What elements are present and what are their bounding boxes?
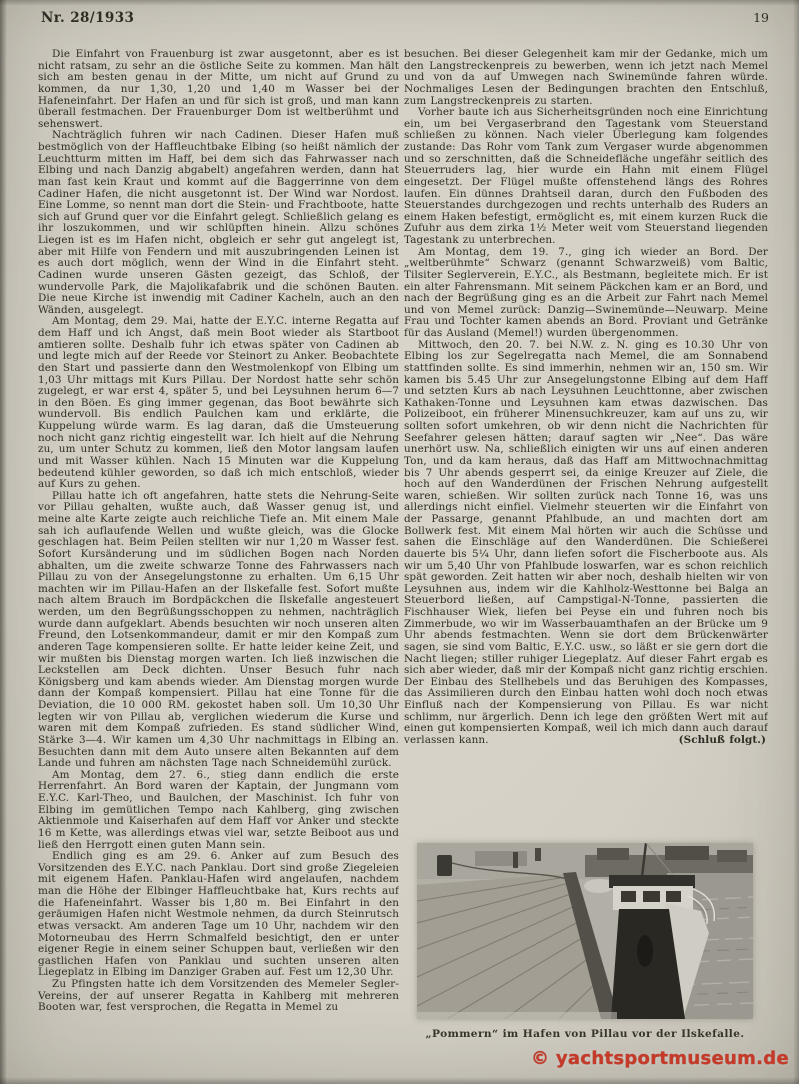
- bollard: [437, 855, 452, 876]
- paragraph: Nachträglich fuhren wir nach Cadinen. Dieser Hafen muß bestmöglich von der Haffleuchtbake Elbing (so heißt nämlich der Leuchtturm mitten im Haff, bei dem sich das Fahrwasser nach Elbing und nach Danzig abgabelt) angefahren werden, dann hat man fast kein Kraut und kommt auf die Baggerrinne von dem Cadiner Hafen, die nicht ausgetonnt ist. Der Wind war Nordost. Eine Lomme, so nennt man dort die Stein- und Frachtboote, hatte sich auf Grund quer vor die Einfahrt gelegt. Schließlich gelang es ihr loszukommen, und wir schlüpften hinein. Allzu schönes Liegen ist es im Hafen nicht, obgleich er sehr gut angelegt ist, aber mit Hilfe von Fendern und mit auszubringenden Leinen ist es auch dort möglich, wenn der Wind in die Einfahrt steht. Cadinen wurde unseren Gästen gezeigt, das Schloß, der wundervolle Park, die Majolikafabrik und die schönen Bauten. Die neue Kirche ist inwendig mit Cadiner Kacheln, auch an den Wänden, ausgelegt.: [38, 129, 399, 316]
- paragraph: Am Montag, dem 27. 6., stieg dann endlich die erste Herrenfahrt. An Bord waren der Kaptain, der Jungmann vom E.Y.C. Karl-Theo, und Baulchen, der Maschinist. Ich fuhr von Elbing im gemütlichen Tempo nach Kahlberg, ging zwischen Aktienmole und Kaiserhafen auf dem Haff vor Anker und steckte 16 m Kette, was allerdings etwas viel war, setzte Beiboot aus und ließ den Herrgott einen guten Mann sein.: [38, 768, 399, 851]
- left-column: [38, 49, 399, 1057]
- photo-caption: „Pommern“ im Hafen von Pillau vor der Ilskefalle.: [425, 1028, 745, 1040]
- harbor-photo-illustration: [417, 843, 753, 1019]
- paragraph: Vorher baute ich aus Sicherheitsgründen noch eine Einrichtung ein, um bei Vergaserbrand den Tagestank vom Steuerstand schließen zu können. Nach vieler Überlegung kam folgendes zustande: Das Rohr vom Tank zum Vergaser wurde abgenommen und so zerschnitten, daß die Schneidefläche ungefähr seitlich des Steuerruders lag, hier wurde ein Hahn mit einem Flügel eingesetzt. Der Flügel mußte offenstehend längs des Rohres laufen. Ein dünnes Drahtseil daran, durch den Fußboden des Steuerstandes durchgezogen und rechts unterhalb des Ruders an einem Haken befestigt, ermöglicht es, mit einem kurzen Ruck die Zufuhr aus dem zirka 1½ Meter weit vom Steuerstand liegenden Tagestank zu unterbrechen.: [404, 106, 768, 246]
- continuation-note: (Schluß folgt.): [678, 733, 766, 746]
- paragraph: Zu Pfingsten hatte ich dem Vorsitzenden des Memeler Segler-Vereins, der auf unserer Regatta in Kahlberg mit mehreren Booten war, fest versprochen, die Regatta in Memel zu: [38, 978, 399, 1014]
- paragraph: Pillau hatte ich oft angefahren, hatte stets die Nehrung-Seite vor Pillau gehalten, wußte auch, daß Wasser genug ist, und meine alte Karte zeigte auch reichliche Tiefe an. Mit einem Male sah ich auflaufende Wellen und wußte gleich, was die Glocke geschlagen hat. Beim Peilen stellten wir nur 1,20 m Wasser fest. Sofort Kursänderung und im südlichen Bogen nach Norden abhalten, um die zweite schwarze Tonne des Fahrwassers nach Pillau zu von der Ansegelungstonne zu erhalten. Um 6,15 Uhr machten wir im Pillau-Hafen an der Ilskefalle fest. Sofort mußte nach altem Brauch im Bordpäckchen die Ilskefalle angesteuert werden, um den Begrüßungsschoppen zu nehmen, nachträglich wurde dann aufgeklart. Abends besuchten wir noch unseren alten Freund, den Lotsenkommandeur, damit er mir den Kompaß zum anderen Tage kompensieren sollte. Er hatte leider keine Zeit, und wir mußten bis Dienstag morgen warten. Ich ließ inzwischen die Leckstellen am Deck dichten. Unser Besuch fuhr nach Königsberg und kam abends wieder. Am Dienstag morgen wurde dann der Kompaß kompensiert. Pillau hat eine Tonne für die Deviation, die 10 000 RM. gekostet haben soll. Um 10,30 Uhr legten wir von Pillau ab, verglichen wiederum die Kurse und waren mit dem Kompaß zufrieden. Es stand südlicher Wind, Stärke 3—4. Wir kamen um 4,30 Uhr nachmittags in Elbing an. Besuchten dann mit dem Auto unsere alten Bekannten auf dem Lande und fuhren am nächsten Tage nach Schneidemühl zurück.: [38, 489, 399, 770]
- cabin-windows: [621, 891, 681, 902]
- paragraph: Endlich ging es am 29. 6. Anker auf zum Besuch des Vorsitzenden des E.Y.C. nach Panklau. Dort sind große Ziegeleien mit eigenem Hafen. Panklau-Hafen wird angelaufen, nachdem man die Höhe der Elbinger Haffleuchtbake hat, Kurs rechts auf die Hafeneinfahrt. Wasser bis 1,80 m. Bei Einfahrt in den geräumigen Hafen nicht Westmole nehmen, da durch Steinrutsch etwas versackt. Am anderen Tage um 10 Uhr, nachdem wir den Motorneubau des Herrn Schmalfeld besichtigt, den er unter eigener Regie in einem seiner Schuppen baut, verließen wir den gastlichen Hafen von Panklau und suchten unseren alten Liegeplatz in Elbing im Danziger Graben auf. Fest um 12,30 Uhr.: [38, 850, 399, 979]
- paragraph: Am Montag, dem 19. 7., ging ich wieder an Bord. Der „weltberühmte“ Schwarz (genannt Schwarzweiß) vom Baltic, Tilsiter Seglerverein, E.Y.C., als Bestmann, begleitete mich. Er ist ein alter Fahrensmann. Mit seinem Päckchen kam er an Bord, und nach der Begrüßung ging es an die Arbeit zur Fahrt nach Memel und von Memel zurück: Danzig—Swinemünde—Neuwarp. Meine Frau und Tochter kamen abends an Bord. Proviant und Getränke für das Ausland (Memel!) wurden übergenommen.: [404, 245, 768, 339]
- paragraph: besuchen. Bei dieser Gelegenheit kam mir der Gedanke, mich um den Langstreckenpreis zu bewerben, wenn ich jetzt nach Memel und von da auf Umwegen nach Swinemünde fahren würde. Nochmaliges Lesen der Bedingungen brachten den Entschluß, zum Langstreckenpreis zu starten.: [404, 49, 768, 107]
- watermark: © yachtsportmuseum.de: [531, 1048, 789, 1069]
- anchor-shadow: [637, 935, 653, 967]
- figure-on-pier: [535, 848, 541, 861]
- paragraph: Die Einfahrt von Frauenburg ist zwar ausgetonnt, aber es ist nicht ratsam, zu sehr an die östliche Seite zu kommen. Man hält sich am besten genau in der Mitte, um nicht auf Grund zu kommen, da nur 1,30, 1,20 und 1,40 m Wasser bei der Hafeneinfahrt. Der Hafen an und für sich ist groß, und man kann überall festmachen. Der Frauenburger Dom ist weltberühmt und sehenswert.: [38, 49, 399, 130]
- page-number: 19: [753, 10, 769, 25]
- figure-on-pier: [513, 852, 518, 868]
- page-header: [41, 10, 769, 26]
- harbor-photo: [417, 843, 753, 1019]
- issue-number: Nr. 28/1933: [41, 10, 135, 26]
- paragraph: Am Montag, dem 29. Mai, hatte der E.Y.C. interne Regatta auf dem Haff und ich Angst, daß mein Boot wieder als Startboot amtieren sollte. Deshalb fuhr ich etwas später von Cadinen ab und legte mich auf der Reede vor Steinort zu Anker. Beobachtete den Start und passierte dann den Westmolenkopf von Elbing um 1,03 Uhr mittags mit Kurs Pillau. Der Nordost hatte sehr schön zugelegt, er war erst 4, später 5, und bei Leysuhnen herum 6—7 in den Böen. Es ging immer gegenan, das Boot bewährte sich wundervoll. Bis endlich Paulchen kam und erklärte, die Kuppelung würde warm. Es lag daran, daß die Umsteuerung noch nicht ganz richtig eingestellt war. Ich hielt auf die Nehrung zu, um unter Schutz zu kommen, ließ den Motor langsam laufen und mit Wasser kühlen. Nach 15 Minuten war die Kuppelung bedeutend kühler geworden, so daß ich mich entschloß, wieder auf Kurs zu gehen.: [38, 315, 399, 491]
- right-column: [404, 49, 768, 839]
- paragraph: Mittwoch, den 20. 7. bei N.W. z. N. ging es 10.30 Uhr von Elbing los zur Segelregatta nach Memel, die am Sonnabend stattfinden sollte. Es sind immerhin, nehmen wir an, 150 sm. Wir kamen bis 5.45 Uhr zur Ansegelungstonne Elbing auf dem Haff und setzten Kurs ab nach Leysuhnen Leuchttonne, aber zwischen Kathaken-Tonne und Leysuhnen kam etwas dazwischen. Das Polizeiboot, ein früherer Minensuchkreuzer, kam auf uns zu, wir sollten sofort umkehren, ob wir denn nicht die Nachrichten für Seefahrer gelesen hätten; darauf sagten wir „Nee“. Das wäre unerhört usw. Na, schließlich einigten wir uns auf einen anderen Ton, und da kam heraus, daß das Haff am Mittwochnachmittag bis 7 Uhr abends gesperrt sei, da einige Kreuzer auf Ziele, die hoch auf den Wanderdünen der Frischen Nehrung aufgestellt waren, schießen. Wir sollten zurück nach Tonne 16, was uns allerdings nicht einfiel. Vielmehr steuerten wir die Einfahrt von der Passarge, genannt Pfahlbude, an und machten dort am Bollwerk fest. Mit einem Mal hörten wir auch die Schüsse und sahen die Einschläge auf den Wanderdünen. Die Schießerei dauerte bis 5¼ Uhr, dann liefen sofort die Fischerboote aus. Als wir um 5,40 Uhr von Pfahlbude loswarfen, war es schon reichlich spät geworden. Zeit hatten wir aber noch, deshalb hielten wir von Leysuhnen aus, indem wir die Kahlholz-Westtonne bei Balga an Steuerbord ließen, auf Campstigal-N-Tonne, passierten die Fischhauser Wiek, liefen bei Peyse ein und fuhren noch bis Zimmerbude, wo wir im Wasserbauamthafen an der Brücke um 9 Uhr abends festmachten. Wenn sie dort dem Brückenwärter sagen, sie sind vom Baltic, E.Y.C. usw., so läßt er sie gern dort die Nacht liegen; stiller ruhiger Liegeplatz. Auf dieser Fahrt ergab es sich aber wieder, daß mir der Kompaß nicht ganz richtig erschien. Der Einbau des Stellhebels und das Beruhigen des Kompasses, das Assimilieren durch den Einbau hatten wohl doch noch etwas Einfluß nach der Kompensierung von Pillau. Es war nicht schlimm, nur ärgerlich. Denn ich lege den größten Wert mit auf einen gut kompensierten Kompaß, weil ich mich dann auch darauf verlassen kann.: [404, 338, 768, 746]
